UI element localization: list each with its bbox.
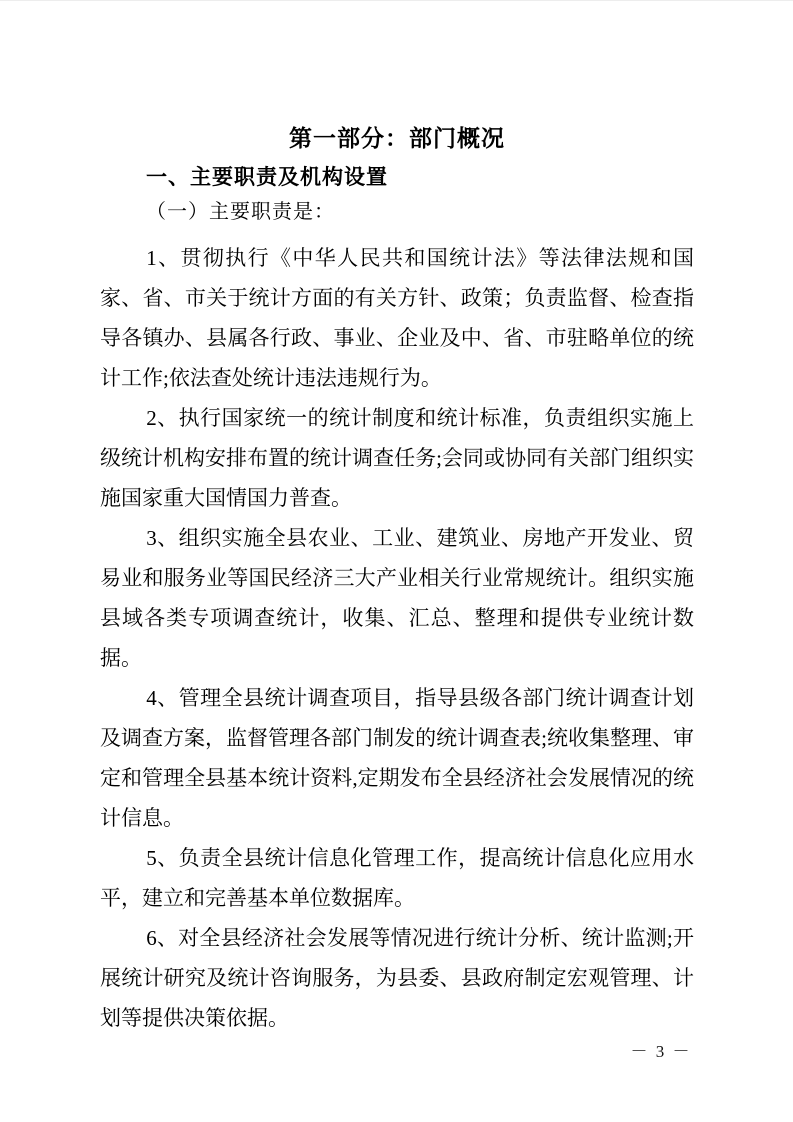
paragraph-3: 3、组织实施全县农业、工业、建筑业、房地产开发业、贸易业和服务业等国民经济三大产业相关行业常规统计。组织实施县域各类专项调查统计，收集、汇总、整理和提供专业统计数据。 bbox=[100, 526, 694, 670]
page-title: 第一部分：部门概况 bbox=[289, 126, 505, 151]
paragraph-4: 4、管理全县统计调查项目，指导县级各部门统计调查计划及调查方案，监督管理各部门制发的统计调查表;统收集整理、审定和管理全县基本统计资料,定期发布全县经济社会发展情况的统计信息。 bbox=[100, 686, 694, 830]
paragraph-6: 6、对全县经济社会发展等情况进行统计分析、统计监测;开展统计研究及统计咨询服务，为县委、县政府制定宏观管理、计划等提供决策依据。 bbox=[100, 926, 694, 1030]
section-heading: 一、主要职责及机构设置 bbox=[146, 166, 388, 189]
document-body bbox=[100, 238, 694, 1038]
page-number: － 3 － bbox=[630, 1042, 692, 1061]
paragraph-5: 5、负责全县统计信息化管理工作，提高统计信息化应用水平，建立和完善基本单位数据库。 bbox=[100, 846, 694, 910]
document-page bbox=[0, 1, 793, 1122]
document-content bbox=[100, 123, 694, 1038]
paragraph-1: 1、贯彻执行《中华人民共和国统计法》等法律法规和国家、省、市关于统计方面的有关方针、政策；负责监督、检查指导各镇办、县属各行政、事业、企业及中、省、市驻略单位的统计工作;依法查处统计违法违规行为。 bbox=[100, 246, 694, 390]
paragraph-2: 2、执行国家统一的统计制度和统计标准，负责组织实施上级统计机构安排布置的统计调查任务;会同或协同有关部门组织实施国家重大国情国力普查。 bbox=[100, 406, 694, 510]
subsection-heading: （一）主要职责是： bbox=[146, 201, 335, 223]
